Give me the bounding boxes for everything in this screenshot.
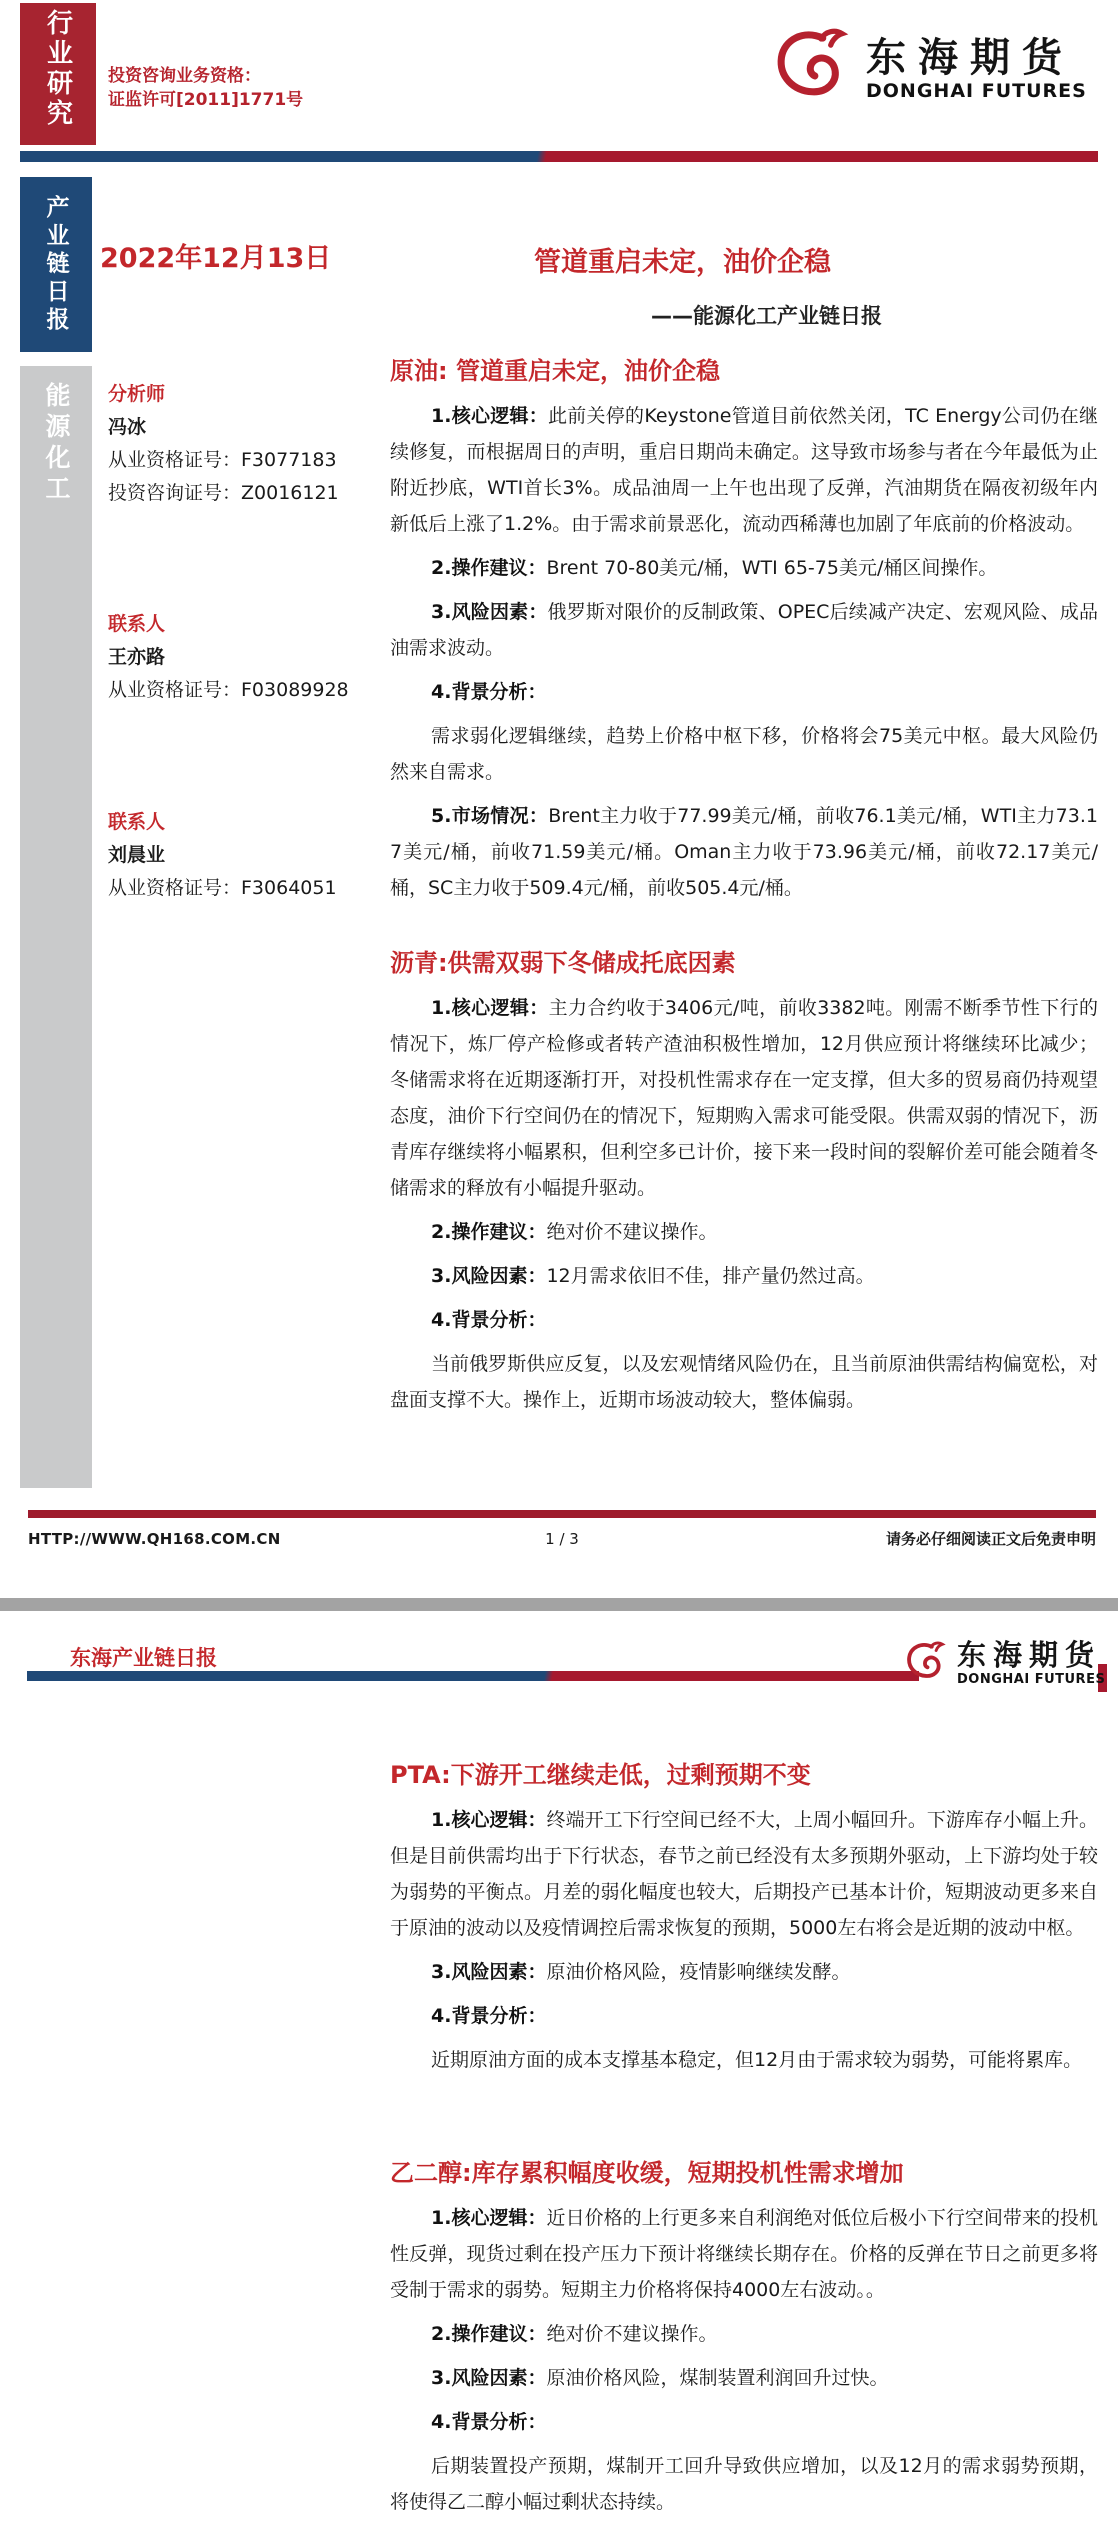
donghai-futures-logo bbox=[770, 24, 1087, 112]
section-ethylene-glycol bbox=[390, 2158, 1098, 2528]
footer-disclaimer: 请务必仔细阅读正文后免责申明 bbox=[885, 1530, 1096, 1548]
report-title: 管道重启未定，油价企稳 bbox=[534, 247, 831, 278]
qualification-line1: 投资咨询业务资格： bbox=[108, 66, 261, 86]
paragraph: 1.核心逻辑：主力合约收于3406元/吨，前收3382吨。刚需不断季节性下行的情况下，炼厂停产检修或者转产渣油积极性增加，12月供应预计将继续环比减少；冬储需求将在近期逐渐打开，对投机性需求存在一定支撑，但大多的贸易商仍持观望态度，油价下行空间仍在的情况下，短期购入需求可能受限。供需双弱的情况下，沥青库存继续将小幅累积，但利空多已计价，接下来一段时间的裂解价差可能会随着冬储需求的释放有小幅提升驱动。 bbox=[390, 997, 1098, 1199]
footer-rule bbox=[28, 1510, 1096, 1518]
dragon-logo-icon bbox=[770, 24, 858, 112]
paragraph: 4.背景分析： bbox=[431, 2411, 547, 2433]
paragraph: 4.背景分析： bbox=[431, 1309, 547, 1331]
sidebar-sector bbox=[20, 366, 92, 1488]
industry-research-banner bbox=[20, 3, 96, 145]
paragraph: 需求弱化逻辑继续，趋势上价格中枢下移，价格将会75美元中枢。最大风险仍然来自需求。 bbox=[390, 725, 1098, 783]
analyst-block bbox=[108, 378, 383, 510]
sidebar-report-type bbox=[20, 177, 92, 352]
contact-block bbox=[108, 806, 383, 905]
donghai-futures-logo bbox=[903, 1638, 1105, 1687]
logo-name-cn: 东海期货 bbox=[866, 34, 1074, 81]
industry-research-banner-label: 行业研究 bbox=[42, 9, 73, 129]
header-divider-bar bbox=[20, 151, 1098, 162]
paragraph: 4.背景分析： bbox=[431, 681, 547, 703]
section-asphalt bbox=[390, 948, 1098, 1426]
paragraph: 3.风险因素：12月需求依旧不佳，排产量仍然过高。 bbox=[431, 1265, 875, 1287]
logo-name-cn: 东海期货 bbox=[957, 1638, 1102, 1672]
sidebar-report-type-label: 产业链日报 bbox=[42, 194, 69, 335]
page-separator-band bbox=[0, 1598, 1118, 1611]
paragraph: 2.操作建议：绝对价不建议操作。 bbox=[431, 2323, 718, 2345]
paragraph: 1.核心逻辑：此前关停的Keystone管道目前依然关闭，TC Energy公司仍在继续修复，而根据周日的声明，重启日期尚未确定。这导致市场参与者在今年最低为止附近抄底，WTI首长3%。成品油周一上午也出现了反弹，汽油期货在隔夜初级年内新低后上涨了1.2%。由于需求前景恶化，流动西稀薄也加剧了年底前的价格波动。 bbox=[390, 405, 1098, 535]
sidebar-sector-label: 能源化工 bbox=[42, 382, 71, 506]
contact-cert: 从业资格证号：F3064051 bbox=[108, 877, 337, 899]
paragraph: 2.操作建议：绝对价不建议操作。 bbox=[431, 1221, 718, 1243]
report-date: 2022年12月13日 bbox=[100, 243, 332, 274]
section-heading: 沥青:供需双弱下冬储成托底因素 bbox=[390, 949, 736, 977]
paragraph: 5.市场情况：Brent主力收于77.99美元/桶，前收76.1美元/桶，WTI主力73.17美元/桶，前收71.59美元/桶。Oman主力收于73.96美元/桶，前收72.17美元/桶，SC主力收于509.4元/桶，前收505.4元/桶。 bbox=[390, 805, 1098, 899]
analyst-name: 冯冰 bbox=[108, 416, 147, 438]
footer-website-link[interactable]: HTTP://WWW.QH168.COM.CN bbox=[28, 1529, 281, 1548]
footer-page-number: 1 / 3 bbox=[545, 1529, 579, 1548]
paragraph: 2.操作建议：Brent 70-80美元/桶，WTI 65-75美元/桶区间操作。 bbox=[431, 557, 998, 579]
page2-header-title: 东海产业链日报 bbox=[70, 1646, 217, 1670]
paragraph: 后期装置投产预期，煤制开工回升导致供应增加，以及12月的需求弱势预期，将使得乙二醇小幅过剩状态持续。 bbox=[390, 2455, 1098, 2513]
contact-name: 王亦路 bbox=[108, 646, 166, 668]
page-footer bbox=[28, 1528, 1096, 1549]
contact-role: 联系人 bbox=[108, 613, 166, 635]
paragraph: 3.风险因素：原油价格风险，疫情影响继续发酵。 bbox=[431, 1961, 851, 1983]
qualification-line2: 证监许可[2011]1771号 bbox=[108, 90, 304, 110]
paragraph: 3.风险因素：俄罗斯对限价的反制政策、OPEC后续减产决定、宏观风险、成品油需求波动。 bbox=[390, 601, 1098, 659]
header-divider-bar bbox=[27, 1671, 919, 1681]
contact-block bbox=[108, 608, 383, 707]
logo-name-en: DONGHAI FUTURES bbox=[866, 79, 1087, 102]
analyst-cert: 从业资格证号：F3077183 bbox=[108, 449, 337, 471]
paragraph: 4.背景分析： bbox=[431, 2005, 547, 2027]
section-heading: PTA:下游开工继续走低，过剩预期不变 bbox=[390, 1761, 811, 1789]
paragraph: 近期原油方面的成本支撑基本稳定，但12月由于需求较为弱势，可能将累库。 bbox=[431, 2049, 1083, 2071]
contact-role: 联系人 bbox=[108, 811, 166, 833]
paragraph: 3.风险因素：原油价格风险，煤制装置利润回升过快。 bbox=[431, 2367, 889, 2389]
contact-cert: 从业资格证号：F03089928 bbox=[108, 679, 349, 701]
section-heading: 原油: 管道重启未定，油价企稳 bbox=[390, 357, 720, 385]
section-heading: 乙二醇:库存累积幅度收缓，短期投机性需求增加 bbox=[390, 2159, 904, 2187]
qualification-text bbox=[108, 64, 303, 112]
logo-name-en: DONGHAI FUTURES bbox=[957, 1672, 1106, 1687]
section-crude-oil bbox=[390, 356, 1098, 914]
dragon-logo-icon bbox=[903, 1639, 951, 1687]
section-pta bbox=[390, 1760, 1098, 2086]
analyst-role: 分析师 bbox=[108, 383, 166, 405]
contact-name: 刘晨业 bbox=[108, 844, 166, 866]
paragraph: 当前俄罗斯供应反复，以及宏观情绪风险仍在，且当前原油供需结构偏宽松，对盘面支撑不大。操作上，近期市场波动较大，整体偏弱。 bbox=[390, 1353, 1098, 1411]
paragraph: 1.核心逻辑：近日价格的上行更多来自利润绝对低位后极小下行空间带来的投机性反弹，现货过剩在投产压力下预计将继续长期存在。价格的反弹在节日之前更多将受制于需求的弱势。短期主力价格将保持4000左右波动。。 bbox=[390, 2207, 1098, 2301]
paragraph: 1.核心逻辑：终端开工下行空间已经不大，上周小幅回升。下游库存小幅上升。但是目前供需均出于下行状态，春节之前已经没有太多预期外驱动，上下游均处于较为弱势的平衡点。月差的弱化幅度也较大，后期投产已基本计价，短期波动更多来自于原油的波动以及疫情调控后需求恢复的预期，5000左右将会是近期的波动中枢。 bbox=[390, 1809, 1098, 1939]
analyst-cert: 投资咨询证号：Z0016121 bbox=[108, 482, 339, 504]
report-subtitle: ——能源化工产业链日报 bbox=[651, 304, 882, 328]
